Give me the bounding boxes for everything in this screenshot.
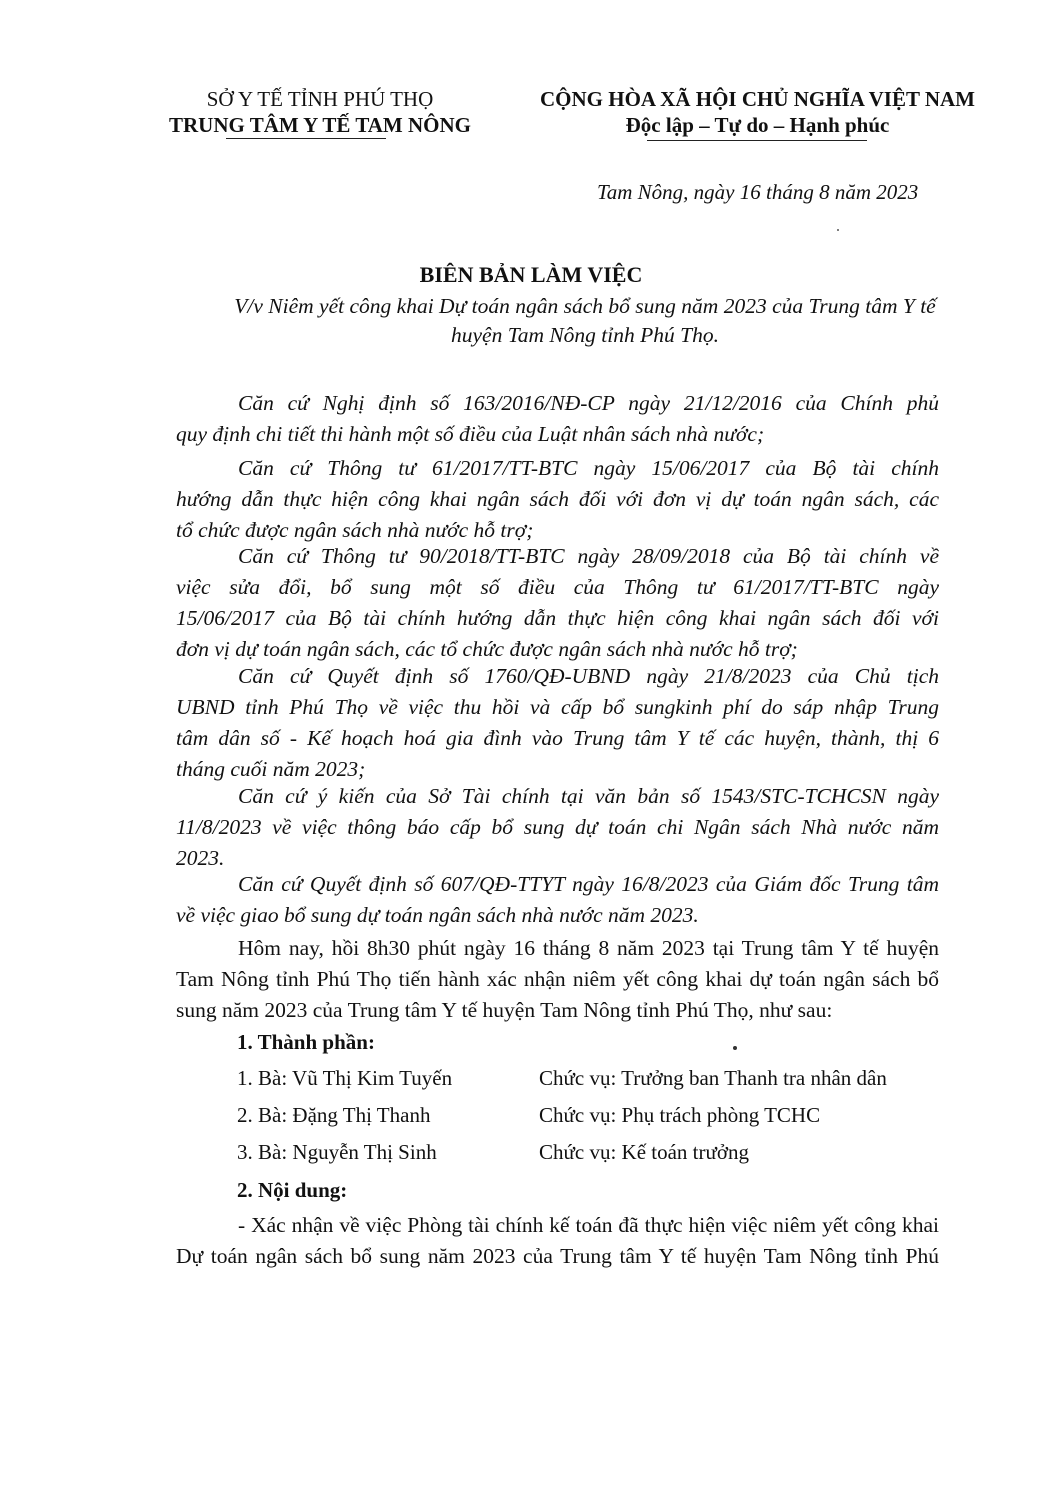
intro-line: sung năm 2023 của Trung tâm Y tế huyện Tam Nông tỉnh Phú Thọ, như sau:: [176, 998, 833, 1022]
basis-line: Căn cứ ý kiến của Sở Tài chính tại văn bản số 1543/STC-TCHCSN ngày: [238, 784, 939, 808]
issuing-agency-block: [130, 86, 510, 138]
basis-paragraph-2: [176, 453, 939, 546]
basis-line: Căn cứ Nghị định số 163/2016/NĐ-CP ngày 21/12/2016 của Chính phủ: [238, 391, 939, 415]
agency-underline: [226, 138, 386, 139]
basis-line: tháng cuối năm 2023;: [176, 757, 366, 781]
document-title: BIÊN BẢN LÀM VIỆC: [419, 262, 643, 287]
content-paragraph: [176, 1210, 939, 1272]
basis-line: đơn vị dự toán ngân sách, các tổ chức được ngân sách nhà nước hỗ trợ;: [176, 637, 798, 661]
member-role: Chức vụ: Kế toán trưởng: [539, 1140, 749, 1164]
basis-line: tổ chức được ngân sách nhà nước hỗ trợ;: [176, 518, 534, 542]
member-role: Chức vụ: Phụ trách phòng TCHC: [539, 1103, 821, 1127]
basis-line: Căn cứ Quyết định số 1760/QĐ-UBND ngày 21/8/2023 của Chủ tịch: [238, 664, 939, 688]
parent-agency: SỞ Y TẾ TỈNH PHÚ THỌ: [206, 87, 434, 111]
basis-paragraph-4: [176, 661, 939, 785]
basis-line: hướng dẫn thực hiện công khai ngân sách đối với đơn vị dự toán ngân sách, các: [176, 487, 939, 511]
section-1-heading: 1. Thành phần:: [237, 1030, 375, 1054]
basis-paragraph-6: [176, 869, 939, 931]
member-name: 3. Bà: Nguyễn Thị Sinh: [237, 1140, 437, 1164]
intro-line: Tam Nông tỉnh Phú Thọ tiến hành xác nhận niêm yết công khai dự toán ngân sách bổ: [176, 967, 939, 991]
content-line: - Xác nhận về việc Phòng tài chính kế toán đã thực hiện việc niêm yết công khai: [238, 1213, 939, 1237]
member-name: 2. Bà: Đặng Thị Thanh: [237, 1103, 431, 1127]
place-date: Tam Nông, ngày 16 tháng 8 năm 2023: [597, 180, 919, 204]
intro-paragraph: [176, 933, 939, 1026]
member-name: 1. Bà: Vũ Thị Kim Tuyến: [237, 1066, 453, 1090]
basis-line: quy định chi tiết thi hành một số điều của Luật nhân sách nhà nước;: [176, 422, 765, 446]
basis-line: tâm dân số - Kế hoạch hoá gia đình vào Trung tâm Y tế các huyện, thành, thị 6: [176, 726, 939, 750]
national-motto-block: [500, 86, 1015, 138]
content-line: Dự toán ngân sách bổ sung năm 2023 của Trung tâm Y tế huyện Tam Nông tỉnh Phú: [176, 1244, 939, 1268]
scan-speck: [837, 229, 839, 231]
basis-line: việc sửa đổi, bổ sung một số điều của Thông tư 61/2017/TT-BTC ngày: [176, 575, 939, 599]
basis-line: 2023.: [176, 846, 225, 870]
basis-line: 15/06/2017 của Bộ tài chính hướng dẫn thực hiện công khai ngân sách đối với: [176, 606, 939, 630]
basis-line: 11/8/2023 về việc thông báo cấp bổ sung dự toán chi Ngân sách Nhà nước năm: [176, 815, 939, 839]
scan-speck: [733, 1046, 737, 1050]
national-motto: Độc lập – Tự do – Hạnh phúc: [625, 113, 890, 137]
basis-line: Căn cứ Thông tư 61/2017/TT-BTC ngày 15/06/2017 của Bộ tài chính: [238, 456, 939, 480]
document-subject: V/v Niêm yết công khai Dự toán ngân sách bổ sung năm 2023 của Trung tâm Y tế huyện Tam Nông tỉnh Phú Thọ.: [234, 294, 936, 347]
member-role: Chức vụ: Trưởng ban Thanh tra nhân dân: [539, 1066, 887, 1090]
motto-underline: [647, 140, 867, 141]
issuing-agency: TRUNG TÂM Y TẾ TAM NÔNG: [169, 113, 471, 137]
basis-paragraph-3: [176, 541, 939, 665]
basis-paragraph-5: [176, 781, 939, 874]
basis-paragraph-1: [176, 388, 939, 450]
national-title: CỘNG HÒA XÃ HỘI CHỦ NGHĨA VIỆT NAM: [539, 87, 976, 111]
basis-line: UBND tỉnh Phú Thọ về việc thu hồi và cấp bổ sungkinh phí do sáp nhập Trung: [176, 695, 939, 719]
section-2-heading: 2. Nội dung:: [237, 1178, 348, 1202]
basis-line: Căn cứ Quyết định số 607/QĐ-TTYT ngày 16/8/2023 của Giám đốc Trung tâm: [238, 872, 939, 896]
basis-line: về việc giao bổ sung dự toán ngân sách nhà nước năm 2023.: [176, 903, 699, 927]
intro-line: Hôm nay, hồi 8h30 phút ngày 16 tháng 8 năm 2023 tại Trung tâm Y tế huyện: [238, 936, 939, 960]
basis-line: Căn cứ Thông tư 90/2018/TT-BTC ngày 28/09/2018 của Bộ tài chính về: [238, 544, 939, 568]
